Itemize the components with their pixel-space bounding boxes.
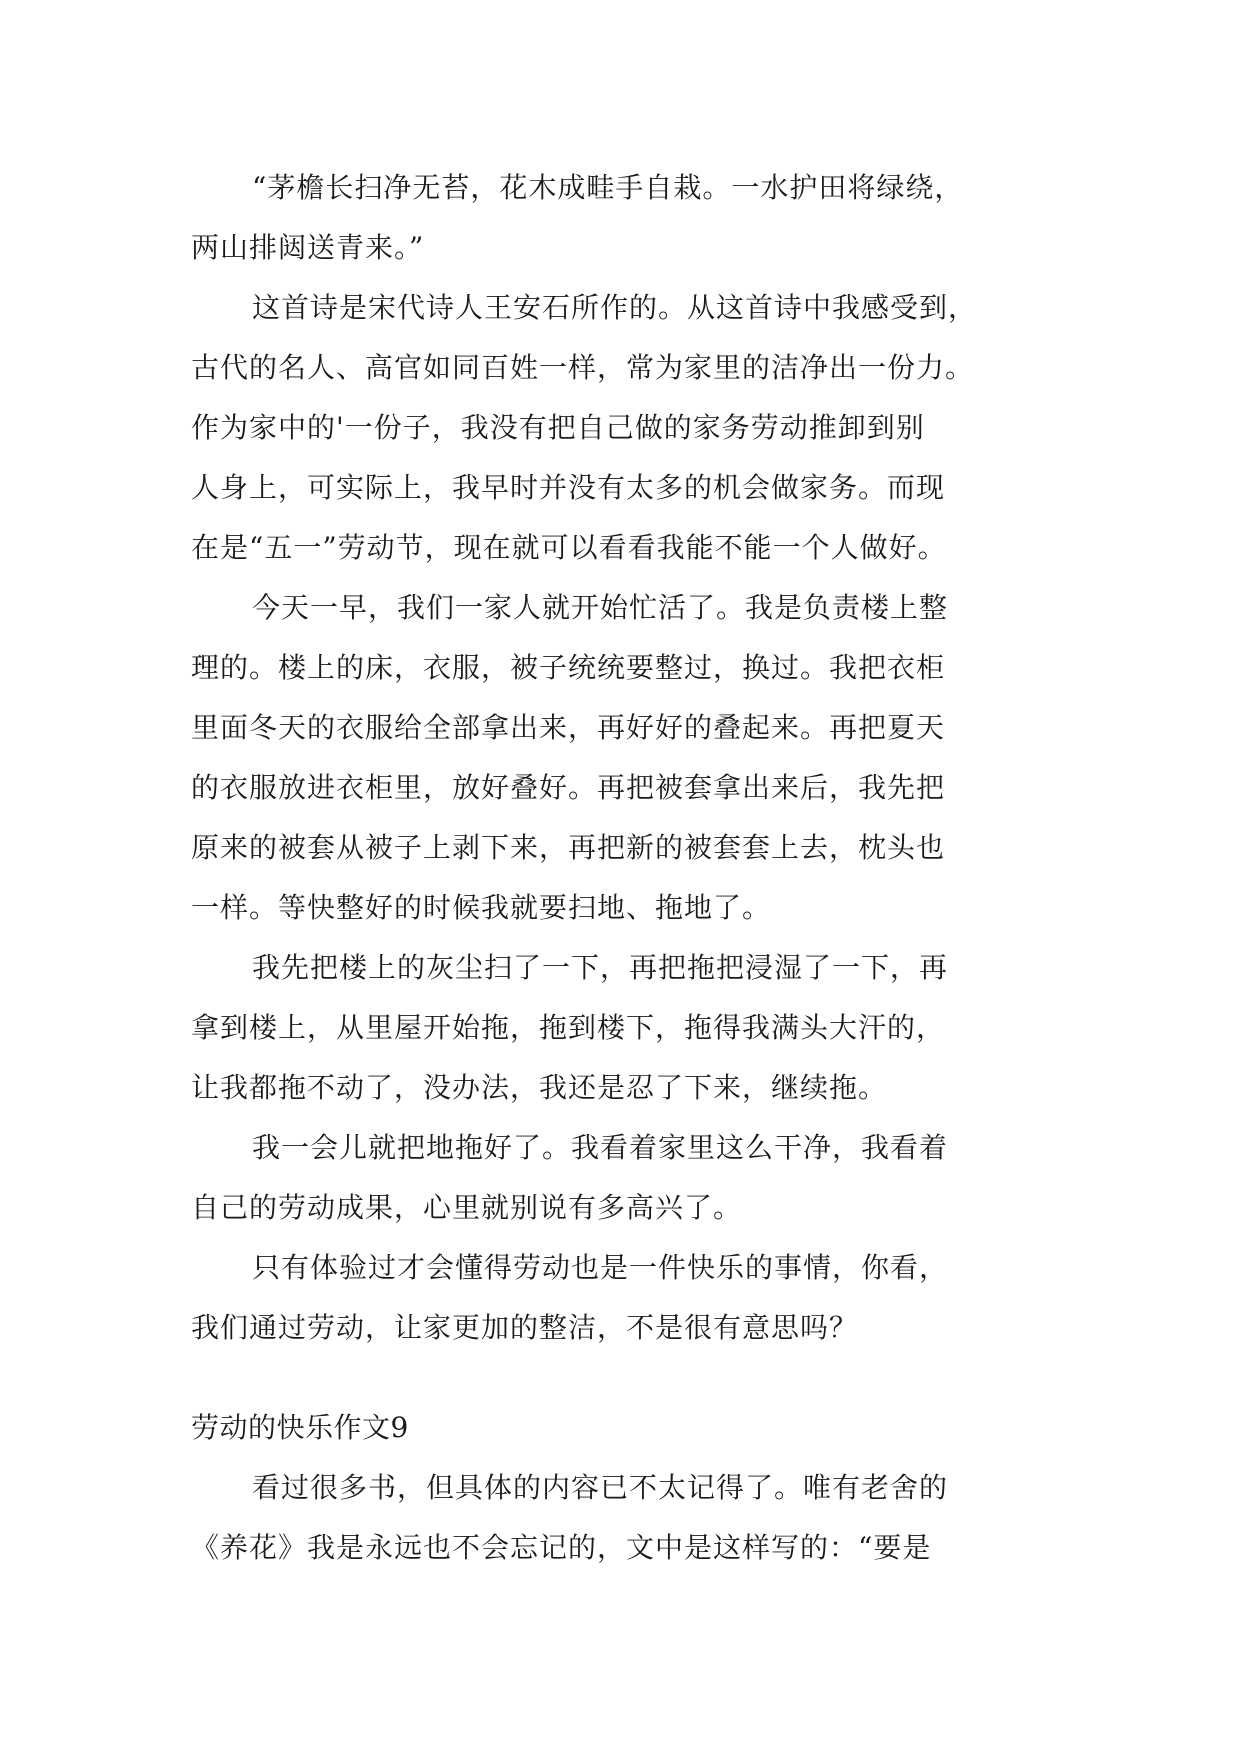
text-line: 我一会儿就把地拖好了。我看着家里这么干净，我看着 <box>252 1131 949 1164</box>
text-line: 理的。楼上的床，衣服，被子统统要整过，换过。我把衣柜 <box>191 651 946 684</box>
text-line: 的衣服放进衣柜里，放好叠好。再把被套拿出来后，我先把 <box>191 771 946 804</box>
text-line: 看过很多书，但具体的内容已不太记得了。唯有老舍的 <box>252 1471 949 1504</box>
text-line: 这首诗是宋代诗人王安石所作的。从这首诗中我感受到， <box>252 291 978 324</box>
text-line: 古代的名人、高官如同百姓一样，常为家里的洁净出一份力。 <box>191 351 975 384</box>
text-line: 让我都拖不动了，没办法，我还是忍了下来，继续拖。 <box>191 1071 888 1104</box>
text-line: 里面冬天的衣服给全部拿出来，再好好的叠起来。再把夏天 <box>191 711 946 744</box>
text-line: 我们通过劳动，让家更加的整洁，不是很有意思吗？ <box>191 1311 859 1344</box>
text-line: 今天一早，我们一家人就开始忙活了。我是负责楼上整 <box>252 591 949 624</box>
text-line: 两山排闼送青来。” <box>191 231 425 264</box>
text-line: “茅檐长扫净无苔，花木成畦手自栽。一水护田将绿绕， <box>252 171 964 204</box>
text-line: 一样。等快整好的时候我就要扫地、拖地了。 <box>191 891 772 924</box>
text-line: 原来的被套从被子上剥下来，再把新的被套套上去，枕头也 <box>191 831 946 864</box>
text-line: 作为家中的'一份子，我没有把自己做的家务劳动推卸到别 <box>191 411 925 444</box>
text-line: 自己的劳动成果，心里就别说有多高兴了。 <box>191 1191 743 1224</box>
text-line: 在是“五一”劳动节，现在就可以看看我能不能一个人做好。 <box>191 531 947 564</box>
text-line: 拿到楼上，从里屋开始拖，拖到楼下，拖得我满头大汗的， <box>191 1011 946 1044</box>
text-line: 《养花》我是永远也不会忘记的，文中是这样写的：“要是 <box>191 1531 932 1564</box>
section-heading: 劳动的快乐作文9 <box>191 1411 409 1444</box>
text-line: 人身上，可实际上，我早时并没有太多的机会做家务。而现 <box>191 471 946 504</box>
text-line: 我先把楼上的灰尘扫了一下，再把拖把浸湿了一下，再 <box>252 951 949 984</box>
text-line: 只有体验过才会懂得劳动也是一件快乐的事情，你看， <box>252 1251 949 1284</box>
